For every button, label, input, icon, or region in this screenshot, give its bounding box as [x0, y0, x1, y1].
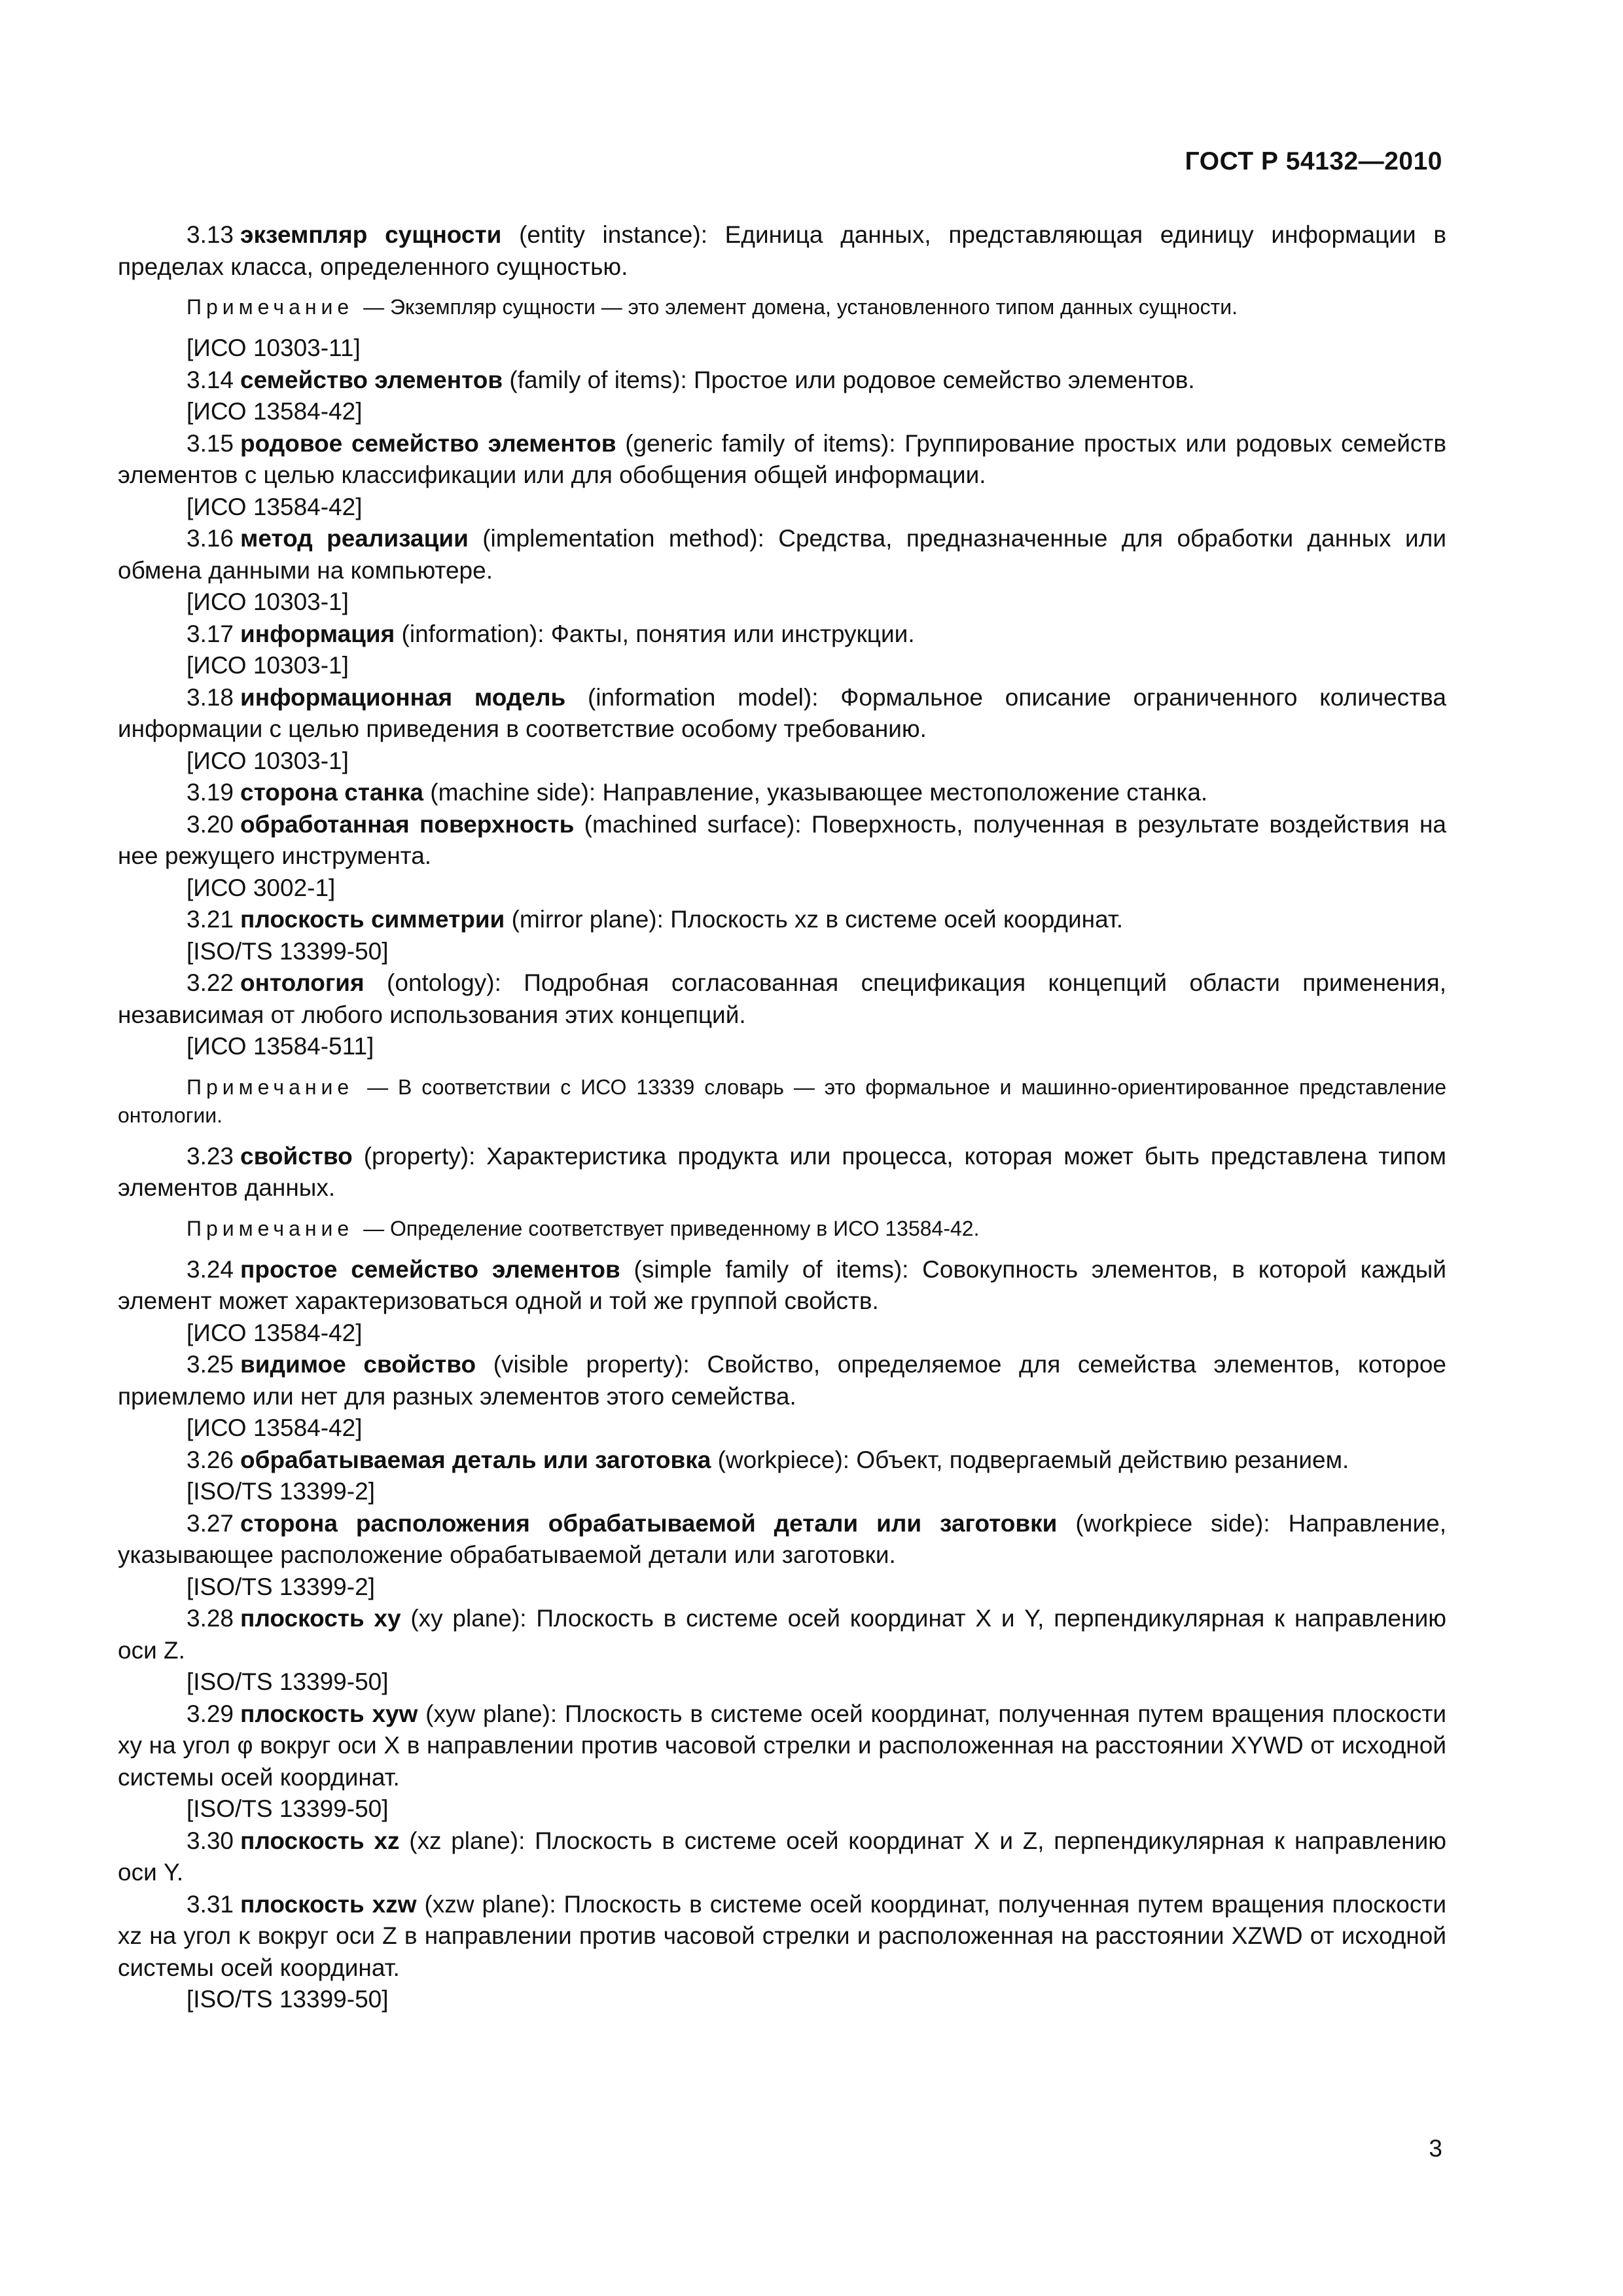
term-entry — [118, 682, 1446, 745]
term-number: 3.28 — [187, 1605, 234, 1632]
term-source: [ИСО 3002-1] — [187, 874, 336, 901]
term-source: [ISO/TS 13399-50] — [187, 1986, 389, 2013]
term-entry — [118, 619, 1446, 651]
term-number: 3.23 — [187, 1142, 234, 1170]
term-number: 3.22 — [187, 969, 234, 996]
term-source: [ИСО 13584-511] — [187, 1033, 374, 1060]
document-header: ГОСТ Р 54132—2010 — [1185, 147, 1442, 175]
term-entry — [118, 904, 1446, 936]
note-text: — Определение соответствует приведенному в ИСО 13584-42. — [363, 1216, 980, 1240]
term-name: плоскость xy — [240, 1605, 401, 1632]
term-source: [ISO/TS 13399-2] — [187, 1573, 375, 1600]
term-source: [ISO/TS 13399-2] — [187, 1478, 375, 1505]
term-definition: (xz plane): Плоскость в системе осей координат X и Z, перпендикулярная к направлению оси Y. — [118, 1827, 1446, 1886]
note — [118, 1215, 1446, 1243]
term-source: [ISO/TS 13399-50] — [187, 1795, 389, 1822]
term-name: сторона расположения обрабатываемой детали или заготовки — [240, 1509, 1058, 1537]
page-number: 3 — [1429, 2135, 1442, 2162]
term-definition: (simple family of items): Совокупность элементов, в которой каждый элемент может характеризоваться одной и той же группой свойств. — [118, 1255, 1446, 1314]
term-entry — [118, 1141, 1446, 1204]
term-name: родовое семейство элементов — [240, 429, 616, 457]
term-definition: (workpiece side): Направление, указывающее расположение обрабатываемой детали или заготовки. — [118, 1509, 1446, 1568]
term-definition: (mirror plane): Плоскость xz в системе осей координат. — [505, 906, 1124, 933]
term-source: [ISO/TS 13399-50] — [187, 1668, 389, 1695]
term-number: 3.29 — [187, 1700, 234, 1727]
term-definition: (family of items): Простое или родовое семейство элементов. — [503, 366, 1195, 393]
term-source: [ISO/TS 13399-50] — [187, 937, 389, 965]
term-definition: (visible property): Свойство, определяемое для семейства элементов, которое приемлемо или нет для разных элементов этого семейства. — [118, 1351, 1446, 1410]
term-entry — [118, 1698, 1446, 1794]
term-name: видимое свойство — [240, 1351, 476, 1378]
note — [118, 1073, 1446, 1130]
term-name: семейство элементов — [240, 366, 503, 393]
term-number: 3.18 — [187, 683, 234, 711]
term-definition: (information model): Формальное описание ограниченного количества информации с целью приведения в соответствие особому требованию. — [118, 683, 1446, 742]
term-number: 3.19 — [187, 779, 234, 806]
term-entry — [118, 1444, 1446, 1477]
note — [118, 293, 1446, 321]
term-number: 3.16 — [187, 525, 234, 552]
term-number: 3.14 — [187, 366, 234, 393]
term-definition: (xy plane): Плоскость в системе осей координат X и Y, перпендикулярная к направлению оси Z. — [118, 1605, 1446, 1664]
term-name: плоскость xz — [240, 1827, 400, 1854]
term-entry — [118, 1825, 1446, 1889]
term-name: свойство — [240, 1142, 353, 1170]
term-definition: (workpiece): Объект, подвергаемый действию резанием. — [711, 1446, 1349, 1473]
term-definition: (xzw plane): Плоскость в системе осей координат, полученная путем вращения плоскости xz на угол κ вокруг оси Z в направлении против часовой стрелки и расположенная на расстоянии XZWD от исходной системы осей координат. — [118, 1890, 1446, 1981]
note-label: Примечание — [187, 295, 354, 319]
term-definition: (generic family of items): Группирование простых или родовых семейств элементов с целью классификации или для обобщения общей информации. — [118, 429, 1446, 488]
term-source: [ИСО 13584-42] — [187, 493, 363, 520]
term-entry — [118, 523, 1446, 586]
term-entry — [118, 365, 1446, 397]
note-label: Примечание — [187, 1216, 354, 1240]
term-entry — [118, 1349, 1446, 1412]
term-definition: (property): Характеристика продукта или процесса, которая может быть представлена типом элементов данных. — [118, 1142, 1446, 1201]
term-definition: (implementation method): Средства, предназначенные для обработки данных или обмена данными на компьютере. — [118, 525, 1446, 584]
term-entry — [118, 428, 1446, 492]
term-name: информация — [240, 620, 395, 647]
term-entry — [118, 1254, 1446, 1318]
note-text: — В соответствии с ИСО 13339 словарь — это формальное и машинно-ориентированное представление онтологии. — [118, 1075, 1447, 1127]
term-number: 3.26 — [187, 1446, 234, 1473]
term-name: плоскость xzw — [240, 1890, 417, 1918]
term-number: 3.17 — [187, 620, 234, 647]
term-definition: (machine side): Направление, указывающее местоположение станка. — [423, 779, 1208, 806]
term-number: 3.24 — [187, 1255, 234, 1283]
term-number: 3.25 — [187, 1351, 234, 1378]
term-entry — [118, 1508, 1446, 1571]
terms-list — [118, 219, 1446, 2016]
term-name: онтология — [240, 969, 365, 996]
term-definition: (machined surface): Поверхность, полученная в результате воздействия на нее режущего инструмента. — [118, 810, 1446, 869]
term-source: [ИСО 10303-1] — [187, 588, 349, 615]
note-text: — Экземпляр сущности — это элемент домена, установленного типом данных сущности. — [363, 295, 1238, 319]
term-entry — [118, 967, 1446, 1031]
term-entry — [118, 809, 1446, 872]
term-entry — [118, 777, 1446, 809]
term-number: 3.31 — [187, 1890, 234, 1918]
term-source: [ИСО 13584-42] — [187, 1414, 363, 1441]
term-name: плоскость симметрии — [240, 906, 505, 933]
term-source: [ИСО 13584-42] — [187, 1319, 363, 1346]
term-definition: (xyw plane): Плоскость в системе осей координат, полученная путем вращения плоскости xy на угол φ вокруг оси X в направлении против часовой стрелки и расположенная на расстоянии XYWD от исходной системы осей координат. — [118, 1700, 1446, 1791]
term-number: 3.30 — [187, 1827, 234, 1854]
term-entry — [118, 219, 1446, 283]
term-source: [ИСО 13584-42] — [187, 398, 363, 425]
term-name: плоскость xyw — [240, 1700, 418, 1727]
term-number: 3.15 — [187, 429, 234, 457]
term-source: [ИСО 10303-11] — [187, 334, 361, 361]
term-number: 3.27 — [187, 1509, 234, 1537]
term-source: [ИСО 10303-1] — [187, 747, 349, 774]
term-definition: (information): Факты, понятия или инструкции. — [395, 620, 915, 647]
term-number: 3.21 — [187, 906, 234, 933]
note-label: Примечание — [187, 1075, 354, 1099]
term-name: обработанная поверхность — [240, 810, 575, 838]
term-name: информационная модель — [240, 683, 566, 711]
term-definition: (entity instance): Единица данных, представляющая единицу информации в пределах класса, определенного сущностью. — [118, 221, 1446, 280]
term-name: сторона станка — [240, 779, 423, 806]
term-entry — [118, 1889, 1446, 1984]
term-name: экземпляр сущности — [240, 221, 502, 248]
term-source: [ИСО 10303-1] — [187, 652, 349, 679]
term-entry — [118, 1603, 1446, 1666]
term-definition: (ontology): Подробная согласованная спецификация концепций области применения, независимая от любого использования этих концепций. — [118, 969, 1446, 1028]
term-name: простое семейство элементов — [240, 1255, 620, 1283]
term-number: 3.13 — [187, 221, 234, 248]
term-name: обрабатываемая деталь или заготовка — [240, 1446, 711, 1473]
term-name: метод реализации — [240, 525, 469, 552]
term-number: 3.20 — [187, 810, 234, 838]
